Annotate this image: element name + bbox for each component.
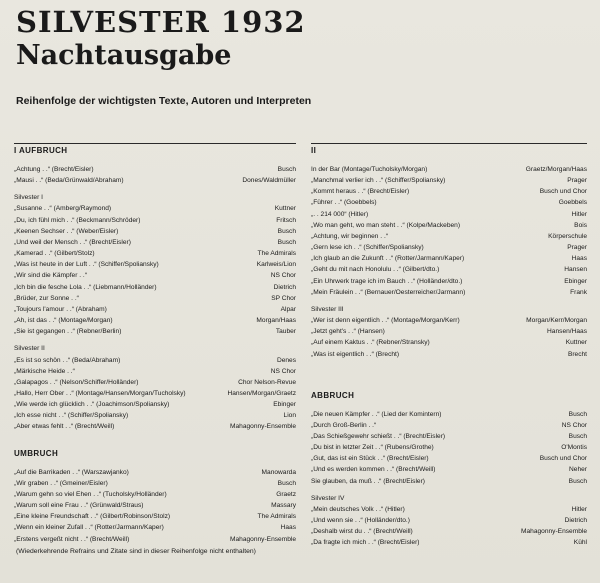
track-row — [311, 220, 587, 231]
track-title: „Durch Groß-Berlin . .“ — [311, 421, 377, 429]
track-row — [14, 410, 296, 421]
track-title: „Kommt heraus . .“ (Brecht/Eisler) — [311, 188, 410, 196]
track-row — [311, 515, 587, 526]
track-performer: Kuttner — [274, 205, 296, 213]
track-title: „Mein deutsches Volk . .“ (Hitler) — [311, 505, 405, 513]
track-row — [311, 175, 587, 186]
track-row — [311, 442, 587, 453]
track-row — [311, 197, 587, 208]
track-row — [14, 259, 296, 270]
track-row — [311, 464, 587, 475]
track-row — [311, 526, 587, 537]
track-row — [14, 237, 296, 248]
track-title: „Galapagos . .“ (Nelson/Schiffer/Holländer) — [14, 378, 139, 386]
track-row — [311, 349, 587, 360]
track-title: „Du, ich fühl mich . .“ (Beckmann/Schröder) — [14, 216, 141, 224]
track-row — [14, 304, 296, 315]
tagline: Reihenfolge der wichtigsten Texte, Autoren und Interpreten — [16, 95, 312, 107]
track-performer: Lion — [283, 412, 296, 420]
track-title: „Es ist so schön . .“ (Beda/Abraham) — [14, 356, 121, 364]
track-title: „Brüder, zur Sonne . .“ — [14, 294, 79, 302]
track-performer: Neher — [569, 466, 587, 474]
track-title: „Das Schießgewehr schießt . .“ (Brecht/Eisler) — [311, 432, 446, 440]
track-performer: Busch — [277, 227, 296, 235]
track-performer: The Admirals — [257, 250, 296, 258]
track-title: „Kamerad . .“ (Gilbert/Stolz) — [14, 250, 95, 258]
track-row — [14, 489, 296, 500]
track-row — [311, 264, 587, 275]
track-performer: Prager — [567, 244, 587, 252]
track-performer: Haas — [571, 255, 587, 263]
track-performer: Busch — [568, 410, 587, 418]
footnote: (Wiederkehrende Refrains und Zitate sind in dieser Reihenfolge nicht enthalten) — [16, 548, 256, 555]
track-performer: NS Chor — [270, 272, 296, 280]
track-performer: Manowarda — [261, 468, 296, 476]
track-performer: Busch und Chor — [539, 188, 587, 196]
track-row — [14, 478, 296, 489]
track-title: „Wenn ein kleiner Zufall . .“ (Rotter/Jarmann/Kaper) — [14, 524, 164, 532]
track-performer: Prager — [567, 177, 587, 185]
track-list — [14, 164, 296, 186]
track-title: „Gut, das ist ein Stück . .“ (Brecht/Eisler) — [311, 455, 429, 463]
track-row — [14, 164, 296, 175]
track-performer: SP Chor — [271, 294, 296, 302]
track-performer: Denes — [276, 356, 296, 364]
track-performer: Mahagonny-Ensemble — [230, 535, 296, 543]
track-row — [311, 326, 587, 337]
track-list — [14, 355, 296, 433]
track-title: „Sie ist gegangen . .“ (Rebner/Berlin) — [14, 328, 122, 336]
track-performer: Busch — [277, 166, 296, 173]
track-performer: The Admirals — [257, 513, 296, 521]
track-performer: Mahagonny-Ensemble — [521, 528, 587, 536]
track-title: „Führer . .“ (Goebbels) — [311, 199, 377, 207]
track-list — [311, 504, 587, 549]
track-row — [311, 409, 587, 420]
track-title: „Die neuen Kämpfer . .“ (Lied der Komintern) — [311, 410, 442, 418]
track-title: „Du bist in letzter Zeit . .“ (Rubens/Grothe) — [311, 444, 434, 452]
track-list — [311, 409, 587, 487]
track-performer: Hansen/Morgan/Graetz — [227, 389, 296, 397]
track-row — [311, 537, 587, 548]
track-row — [311, 315, 587, 326]
page-subtitle: Nachtausgabe — [16, 40, 232, 71]
left-column — [14, 145, 296, 545]
track-row — [14, 248, 296, 259]
track-row — [311, 253, 587, 264]
track-performer: Karlweis/Lion — [256, 261, 296, 269]
track-performer: O'Montis — [561, 444, 587, 452]
track-title: „. . 214 000“ (Hitler) — [311, 210, 369, 218]
track-row — [311, 476, 587, 487]
track-row — [14, 355, 296, 366]
track-title: „Toujours l'amour . .“ (Abraham) — [14, 305, 107, 313]
track-title: „Warum soll eine Frau . .“ (Grünwald/Straus) — [14, 502, 144, 510]
track-row — [14, 399, 296, 410]
sub-label: Silvester III — [311, 305, 344, 313]
track-performer: Hansen — [564, 266, 587, 274]
sub-label: Silvester IV — [311, 494, 345, 502]
track-title: „Wir sind die Kämpfer . .“ — [14, 272, 87, 280]
track-row — [14, 377, 296, 388]
track-performer: Tauber — [275, 328, 296, 336]
track-performer: Brecht — [567, 350, 587, 358]
track-title: „Eine kleine Freundschaft . .“ (Gilbert/Robinson/Stolz) — [14, 513, 171, 521]
track-performer: Morgan/Kerr/Morgan — [526, 317, 587, 325]
track-performer: NS Chor — [561, 421, 587, 429]
track-row — [311, 242, 587, 253]
track-row — [14, 215, 296, 226]
track-row — [311, 504, 587, 515]
track-performer: Kühl — [573, 539, 587, 547]
track-performer: Morgan/Haas — [256, 317, 296, 325]
section-heading-abbruch: ABBRUCH — [311, 390, 355, 400]
track-title: „Erstens vergeßt nicht . .“ (Brecht/Weill) — [14, 535, 130, 543]
track-title: „Manchmal verlier ich . .“ (Schiffer/Spoliansky) — [311, 177, 446, 185]
track-performer: Kuttner — [565, 339, 587, 347]
track-performer: Dietrich — [564, 517, 587, 525]
track-title: „Ah, ist das . .“ (Montage/Morgan) — [14, 317, 113, 325]
divider-right — [311, 143, 587, 144]
track-title: „Aber etwas fehlt . .“ (Brecht/Weill) — [14, 423, 115, 431]
track-performer: Dones/Waldmüller — [242, 177, 296, 185]
track-performer: Alpar — [280, 305, 296, 313]
track-row — [311, 209, 587, 220]
sub-label: Silvester II — [14, 345, 45, 353]
track-row — [311, 164, 587, 175]
right-column — [311, 145, 587, 549]
track-title: „Keenen Sechser . .“ (Weber/Eisler) — [14, 227, 119, 235]
track-title: „Und weil der Mensch . .“ (Brecht/Eisler) — [14, 238, 131, 246]
track-row — [14, 500, 296, 511]
track-performer: Goebbels — [558, 199, 587, 207]
track-title: „Gern lese ich . .“ (Schiffer/Spoliansky) — [311, 244, 424, 252]
track-performer: Busch — [568, 477, 587, 485]
track-performer: Massary — [271, 502, 296, 510]
track-performer: NS Chor — [270, 367, 296, 375]
track-title: „Geht du mit nach Honolulu . .“ (Gilbert/dto.) — [311, 266, 440, 274]
track-row — [14, 203, 296, 214]
track-title: „Warum gehn so viel Ehen . .“ (Tucholsky/Holländer) — [14, 490, 167, 498]
track-list — [311, 315, 587, 360]
track-title: In der Bar (Montage/Tucholsky/Morgan) — [311, 166, 428, 173]
track-row — [311, 287, 587, 298]
track-row — [14, 534, 296, 545]
track-title: „Ich bin die fesche Lola . .“ (Liebmann/Holländer) — [14, 283, 157, 291]
track-performer: Graetz/Morgan/Haas — [525, 166, 587, 173]
track-row — [14, 270, 296, 281]
track-performer: Dietrich — [273, 283, 296, 291]
track-row — [14, 226, 296, 237]
track-performer: Frank — [570, 288, 587, 296]
section-heading-umbruch: UMBRUCH — [14, 448, 59, 458]
track-title: Sie glauben, da muß . .“ (Brecht/Eisler) — [311, 477, 425, 485]
track-title: „Märkische Heide . .“ — [14, 367, 75, 375]
track-performer: Busch und Chor — [539, 455, 587, 463]
track-performer: Fritsch — [276, 216, 296, 224]
track-title: „Und es werden kommen . .“ (Brecht/Weill) — [311, 466, 436, 474]
track-title: „Ich glaub an die Zukunft . .“ (Rotter/Jarmann/Kaper) — [311, 255, 465, 263]
track-row — [14, 315, 296, 326]
track-title: „Wir graben . .“ (Gmeiner/Eisler) — [14, 479, 108, 487]
track-row — [14, 366, 296, 377]
track-performer: Graetz — [276, 490, 296, 498]
track-title: „Auf einem Kaktus . .“ (Rebner/Stransky) — [311, 339, 430, 347]
track-title: „Susanne . .“ (Amberg/Raymond) — [14, 205, 112, 213]
track-performer: Busch — [277, 238, 296, 246]
track-performer: Hansen/Haas — [547, 328, 587, 336]
track-row — [311, 337, 587, 348]
track-performer: Busch — [277, 479, 296, 487]
track-performer: Busch — [568, 432, 587, 440]
track-performer: Chor Nelson-Revue — [238, 378, 296, 386]
track-title: „Was ist eigentlich . .“ (Brecht) — [311, 350, 400, 358]
track-title: „Wo man geht, wo man steht . .“ (Kolpe/Mackeben) — [311, 221, 461, 229]
track-row — [311, 453, 587, 464]
track-performer: Ebinger — [564, 277, 587, 285]
track-performer: Haas — [280, 524, 296, 532]
sub-label: Silvester I — [14, 194, 43, 202]
track-performer: Hitler — [571, 210, 587, 218]
track-row — [311, 231, 587, 242]
track-performer: Ebinger — [273, 401, 296, 409]
track-title: „Da fragte ich mich . .“ (Brecht/Eisler) — [311, 539, 420, 547]
track-title: „Mausi . .“ (Beda/Grünwald/Abraham) — [14, 177, 124, 185]
track-title: „Und wenn sie . .“ (Holländer/dto.) — [311, 517, 410, 525]
track-row — [14, 467, 296, 478]
track-row — [14, 421, 296, 432]
track-row — [14, 175, 296, 186]
track-list — [311, 164, 587, 298]
track-title: „Auf die Barrikaden . .“ (Warszawjanko) — [14, 468, 129, 476]
track-row — [311, 420, 587, 431]
track-row — [311, 431, 587, 442]
track-title: „Achtung . .“ (Brecht/Eisler) — [14, 166, 94, 173]
track-title: „Wer ist denn eigentlich . .“ (Montage/Morgan/Kerr) — [311, 317, 460, 325]
track-row — [311, 276, 587, 287]
track-performer: Körperschule — [548, 232, 587, 240]
track-title: „Wie werde ich glücklich . .“ (Joachimson/Spoliansky) — [14, 401, 170, 409]
track-title: „Jetzt geht's . .“ (Hansen) — [311, 328, 385, 336]
track-list — [14, 203, 296, 337]
section-heading-ii: II — [311, 146, 317, 155]
track-row — [14, 282, 296, 293]
track-row — [311, 186, 587, 197]
track-performer: Bois — [574, 221, 587, 229]
track-title: „Ich esse nicht . .“ (Schiffer/Spoliansky) — [14, 412, 129, 420]
track-list — [14, 467, 296, 545]
track-row — [14, 388, 296, 399]
track-title: „Hallo, Herr Ober . .“ (Montage/Hansen/Morgan/Tucholsky) — [14, 389, 186, 397]
section-heading-aufbruch: I AUFBRUCH — [14, 146, 68, 155]
track-performer: Mahagonny-Ensemble — [230, 423, 296, 431]
track-title: „Was ist heute in der Luft . .“ (Schiffer/Spoliansky) — [14, 261, 159, 269]
track-title: „Mein Fräulein . .“ (Bernauer/Oesterreicher/Jarmann) — [311, 288, 466, 296]
page-title: SILVESTER 1932 — [16, 5, 306, 39]
track-title: „Deshalb wirst du . .“ (Brecht/Weill) — [311, 528, 413, 536]
track-row — [14, 293, 296, 304]
track-row — [14, 326, 296, 337]
track-row — [14, 511, 296, 522]
track-performer: Hitler — [571, 505, 587, 513]
track-title: „Achtung, wir beginnen . .“ — [311, 232, 388, 240]
track-title: „Ein Uhrwerk trage ich im Bauch . .“ (Holländer/dto.) — [311, 277, 463, 285]
track-row — [14, 522, 296, 533]
divider-left — [14, 143, 296, 144]
